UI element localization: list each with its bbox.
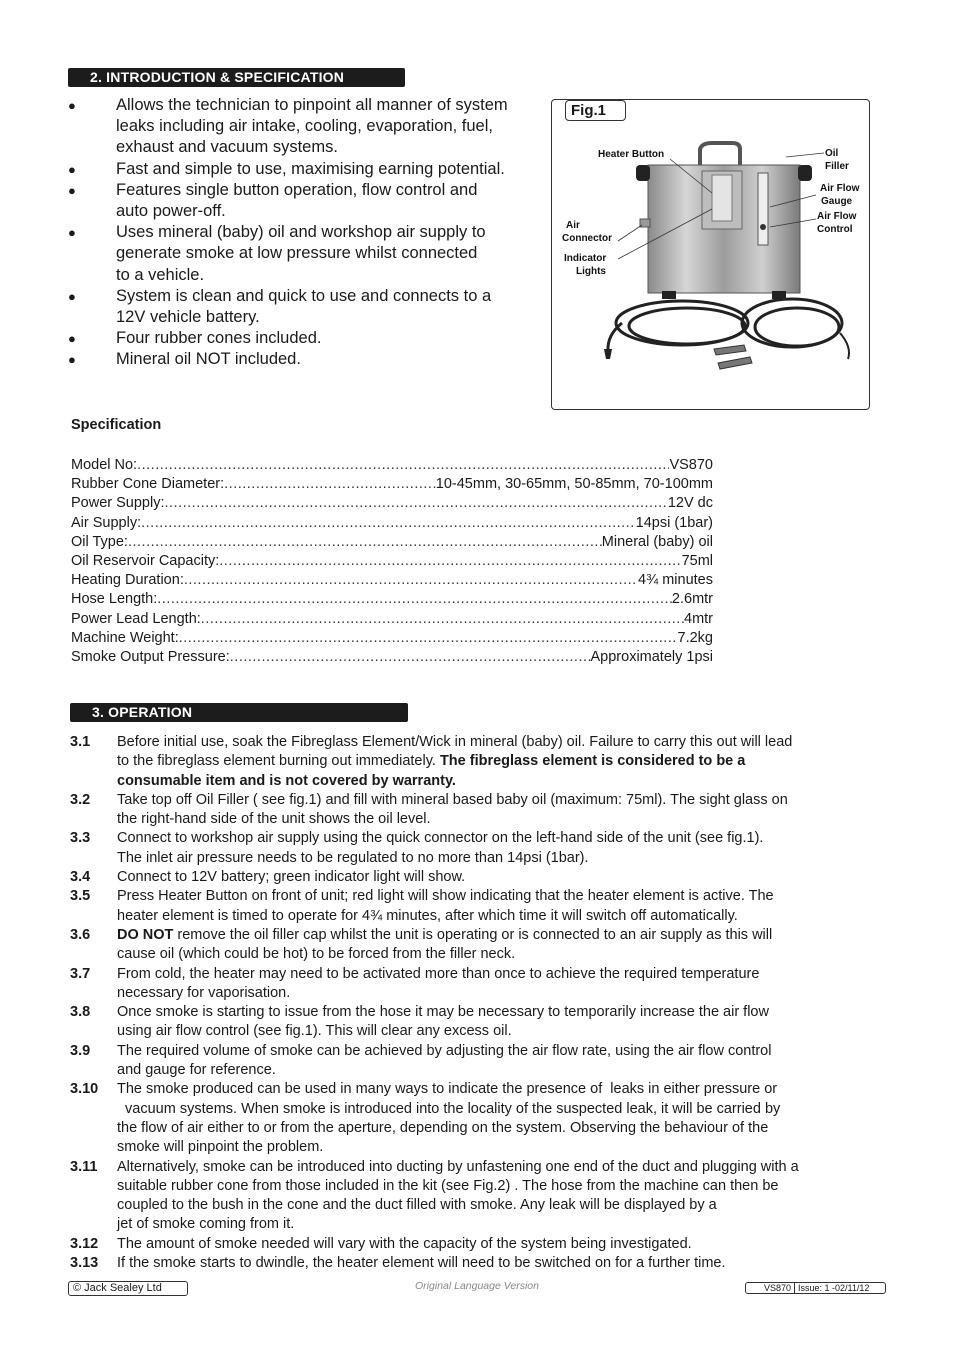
spec-value: Mineral (baby) oil <box>601 533 713 550</box>
callout-indicator-lights <box>564 253 606 278</box>
feature-text-line: Uses mineral (baby) oil and workshop air supply to <box>116 223 486 242</box>
step-text-line <box>117 1138 880 1157</box>
spec-value: Approximately 1psi <box>590 649 713 666</box>
operation-step <box>70 965 880 1004</box>
dot-leader <box>179 629 678 648</box>
spec-row <box>71 456 713 475</box>
step-line-text: using air flow control (see fig.1). This will clear any excess oil. <box>117 1023 512 1040</box>
step-text-line <box>117 1042 880 1061</box>
step-text <box>117 926 880 965</box>
step-number: 3.6 <box>70 926 91 943</box>
step-text <box>117 1235 880 1254</box>
callout-line: Air Flow <box>820 183 860 194</box>
step-number: 3.2 <box>70 791 91 808</box>
feature-item <box>68 159 543 180</box>
callout-line: Air <box>566 220 580 231</box>
step-text-line <box>117 752 880 771</box>
spec-label: Hose Length: <box>71 591 158 608</box>
step-line-text: Once smoke is starting to issue from the hose it may be necessary to temporarily increase the air flow <box>117 1004 769 1021</box>
spec-value: 2.6mtr <box>671 591 713 608</box>
step-line-text: Before initial use, soak the Fibreglass Element/Wick in mineral (baby) oil. Failure to carry this out will lead <box>117 734 793 750</box>
spec-row <box>71 629 713 648</box>
step-text <box>117 965 880 1004</box>
step-line-text: coupled to the bush in the cone and the duct filled with smoke. Any leak will be displayed by a <box>117 1197 717 1214</box>
dot-leader <box>224 475 436 494</box>
step-text-line <box>117 791 880 810</box>
step-text <box>117 733 880 791</box>
step-bold-line: consumable item and is not covered by warranty. <box>117 772 456 789</box>
callout-line: Connector <box>562 232 612 244</box>
step-text <box>117 868 880 887</box>
step-text <box>117 791 880 830</box>
step-number: 3.5 <box>70 888 91 905</box>
step-number: 3.13 <box>70 1255 99 1272</box>
spec-label: Oil Type: <box>71 533 128 550</box>
step-text-line <box>117 1196 880 1215</box>
spec-row <box>71 610 713 629</box>
spec-label: Power Lead Length: <box>71 610 201 627</box>
step-line-text: The required volume of smoke can be achieved by adjusting the air flow rate, using the air flow control <box>117 1042 772 1059</box>
callout-air-connector <box>562 220 612 245</box>
step-text-line <box>117 1235 880 1254</box>
spec-value: 75ml <box>681 553 713 570</box>
bullet-icon: ● <box>68 288 76 304</box>
step-line-text: The amount of smoke needed will vary with the capacity of the system being investigated. <box>117 1235 692 1252</box>
spec-row <box>71 571 713 590</box>
step-line-text: From cold, the heater may need to be activated more than once to achieve the required temperature <box>117 965 760 982</box>
step-text-line <box>117 1080 880 1099</box>
feature-item <box>68 222 543 286</box>
step-number: 3.10 <box>70 1081 99 1098</box>
feature-text-line: Allows the technician to pinpoint all manner of system <box>116 96 508 114</box>
language-note: Original Language Version <box>415 1280 539 1292</box>
callout-air-flow-gauge <box>820 183 859 208</box>
feature-text-line: 12V vehicle battery. <box>116 308 260 327</box>
dot-leader <box>201 610 684 629</box>
spec-row <box>71 552 713 571</box>
operation-step <box>70 1158 880 1235</box>
feature-text-line: auto power-off. <box>116 202 226 221</box>
dot-leader <box>157 590 672 609</box>
callout-line: Indicator <box>564 253 607 264</box>
step-text <box>117 1042 880 1081</box>
step-text-line <box>117 1177 880 1196</box>
step-text-line <box>117 733 880 752</box>
spec-label: Model No: <box>71 457 138 473</box>
callout-line: Air Flow <box>817 211 857 222</box>
operation-step <box>70 887 880 926</box>
step-line-text: the right-hand side of the unit shows the oil level. <box>117 811 431 828</box>
step-line-text: Alternatively, smoke can be introduced into ducting by unfastening one end of the duct and plugging with a <box>117 1158 799 1175</box>
callout-line: Gauge <box>821 195 853 207</box>
step-text <box>117 829 880 868</box>
step-number: 3.8 <box>70 1004 91 1021</box>
feature-text-line: Mineral oil NOT included. <box>116 350 301 369</box>
step-line-text: The inlet air pressure needs to be regulated to no more than 14psi (1bar). <box>117 849 589 866</box>
step-text-line <box>117 926 880 945</box>
callout-line: Lights <box>576 265 606 277</box>
spec-row <box>71 590 713 609</box>
step-line-text: jet of smoke coming from it. <box>117 1216 295 1233</box>
step-text-line <box>117 1158 880 1177</box>
step-bold-lead: DO NOT <box>117 926 174 943</box>
step-number: 3.1 <box>70 734 91 750</box>
dot-leader <box>128 533 602 552</box>
step-text <box>117 1080 880 1157</box>
step-text <box>117 887 880 926</box>
step-text-line <box>117 810 880 829</box>
operation-step <box>70 733 880 791</box>
spec-label: Oil Reservoir Capacity: <box>71 553 220 570</box>
step-bold-tail: The fibreglass element is considered to be a <box>439 753 746 770</box>
step-number: 3.11 <box>70 1158 98 1175</box>
callout-line: Control <box>817 223 853 235</box>
step-line-text: necessary for vaporisation. <box>117 984 291 1001</box>
spec-label: Power Supply: <box>71 495 165 512</box>
step-line-text: remove the oil filler cap whilst the unit is operating or is connected to an air supply as this will <box>173 926 773 943</box>
spec-value: VS870 <box>669 457 713 473</box>
step-line-text: cause oil (which could be hot) to be forced from the filler neck. <box>117 946 516 963</box>
dot-leader <box>230 648 591 667</box>
feature-item <box>68 349 543 370</box>
operation-step <box>70 1235 880 1254</box>
feature-text-line: generate smoke at low pressure whilst connected <box>116 244 478 263</box>
spec-value: 10-45mm, 30-65mm, 50-85mm, 70-100mm <box>435 476 713 493</box>
operation-step <box>70 1080 880 1157</box>
step-text-line <box>117 907 880 926</box>
dot-leader <box>137 456 669 475</box>
step-line-text: to the fibreglass element burning out immediately. <box>117 753 440 770</box>
callout-line: Oil <box>825 148 839 159</box>
dot-leader <box>141 514 636 533</box>
step-text-line <box>117 1003 880 1022</box>
callout-air-flow-control <box>817 211 856 236</box>
spec-label: Smoke Output Pressure: <box>71 649 230 666</box>
step-line-text: suitable rubber cone from those included in the kit (see Fig.2) . The hose from the machine can then be <box>117 1177 779 1194</box>
callout-heater-button: Heater Button <box>598 149 665 160</box>
spec-value: 7.2kg <box>677 629 713 646</box>
spec-row <box>71 475 713 494</box>
feature-item <box>68 180 543 222</box>
operation-steps <box>70 733 880 1273</box>
feature-text-line: leaks including air intake, cooling, evaporation, fuel, <box>116 117 493 136</box>
figure-label: Fig.1 <box>565 100 626 121</box>
step-number: 3.4 <box>70 869 91 886</box>
spec-label: Machine Weight: <box>71 629 179 646</box>
dot-leader <box>184 571 638 590</box>
spec-label: Heating Duration: <box>71 572 184 589</box>
spec-row <box>71 648 713 667</box>
feature-text-line: System is clean and quick to use and connects to a <box>116 286 492 305</box>
step-line-text: the flow of air either to or from the aperture, depending on the system. Observing the behaviour of the <box>117 1119 769 1136</box>
operation-step <box>70 926 880 965</box>
spec-row <box>71 514 713 533</box>
dot-leader <box>219 552 681 571</box>
spec-value: 12V dc <box>667 495 713 512</box>
feature-item <box>68 328 543 349</box>
operation-step <box>70 868 880 887</box>
specification-title: Specification <box>71 417 162 433</box>
spec-label: Rubber Cone Diameter: <box>71 476 225 493</box>
step-text-line <box>117 1100 880 1119</box>
step-text-line <box>117 965 880 984</box>
step-text-line <box>117 849 880 868</box>
step-line-text: smoke will pinpoint the problem. <box>117 1139 324 1156</box>
feature-text-line: exhaust and vacuum systems. <box>116 138 338 157</box>
spec-value: 14psi (1bar) <box>635 514 713 531</box>
bullet-icon: ● <box>68 98 76 113</box>
step-number: 3.3 <box>70 830 91 847</box>
operation-step <box>70 1003 880 1042</box>
step-text <box>117 1158 880 1235</box>
step-line-text: vacuum systems. When smoke is introduced into the locality of the suspected leak, it will be carried by <box>117 1100 781 1117</box>
spec-value: 4¾ minutes <box>638 572 713 589</box>
specification-table <box>71 456 713 667</box>
operation-step <box>70 829 880 868</box>
callout-line: Filler <box>825 160 849 172</box>
model-code: VS870 <box>764 1283 792 1293</box>
issue-label <box>745 1282 886 1294</box>
feature-list <box>68 95 543 371</box>
section-3-header: 3. OPERATION <box>70 703 408 722</box>
feature-text-line: Features single button operation, flow control and <box>116 180 478 199</box>
step-text-line <box>117 1061 880 1080</box>
spec-row <box>71 494 713 513</box>
bullet-icon: ● <box>68 161 76 177</box>
operation-step <box>70 791 880 830</box>
step-line-text: Connect to 12V battery; green indicator light will show. <box>117 869 466 886</box>
bullet-icon: ● <box>68 225 76 241</box>
spec-value: 4mtr <box>684 610 713 627</box>
step-text <box>117 1003 880 1042</box>
step-line-text: Take top off Oil Filler ( see fig.1) and fill with mineral based baby oil (maximum: 75ml). The sight glass on <box>117 791 788 808</box>
feature-text-line: Four rubber cones included. <box>116 329 322 348</box>
step-line-text: The smoke produced can be used in many ways to indicate the presence of leaks in either pressure or <box>117 1081 778 1098</box>
step-text-line <box>117 1254 880 1273</box>
bullet-icon: ● <box>68 352 76 368</box>
step-text-line <box>117 868 880 887</box>
step-text <box>117 1254 880 1273</box>
feature-text-line: Fast and simple to use, maximising earning potential. <box>116 159 505 178</box>
step-text-line <box>117 829 880 848</box>
step-number: 3.9 <box>70 1042 91 1059</box>
step-text-line <box>117 887 880 906</box>
step-line-text: heater element is timed to operate for 4¾ minutes, after which time it will switch off automatically. <box>117 907 738 924</box>
spec-row <box>71 533 713 552</box>
callout-oil-filler <box>825 148 849 173</box>
feature-item <box>68 286 543 328</box>
step-text-line <box>117 1215 880 1234</box>
operation-step <box>70 1042 880 1081</box>
feature-item <box>68 95 543 159</box>
copyright-label: © Jack Sealey Ltd <box>68 1281 188 1296</box>
step-line-text: Connect to workshop air supply using the quick connector on the left-hand side of the unit (see fig.1). <box>117 830 764 847</box>
bullet-icon: ● <box>68 182 76 198</box>
step-line-text: and gauge for reference. <box>117 1062 276 1079</box>
operation-step <box>70 1254 880 1273</box>
step-number: 3.7 <box>70 965 91 982</box>
feature-text-line: to a vehicle. <box>116 265 205 284</box>
step-text-line <box>117 984 880 1003</box>
step-line-text: If the smoke starts to dwindle, the heater element will need to be switched on for a further time. <box>117 1255 726 1272</box>
spec-label: Air Supply: <box>71 514 142 531</box>
dot-leader <box>165 494 668 513</box>
step-text-line <box>117 1119 880 1138</box>
step-line-text: Press Heater Button on front of unit; red light will show indicating that the heater element is active. The <box>117 888 774 905</box>
step-text-line <box>117 945 880 964</box>
bullet-icon: ● <box>68 331 76 347</box>
step-text-line <box>117 1022 880 1041</box>
step-number: 3.12 <box>70 1235 99 1252</box>
issue-date: Issue: 1 -02/11/12 <box>794 1283 872 1293</box>
section-2-header: 2. INTRODUCTION & SPECIFICATION <box>68 68 405 87</box>
